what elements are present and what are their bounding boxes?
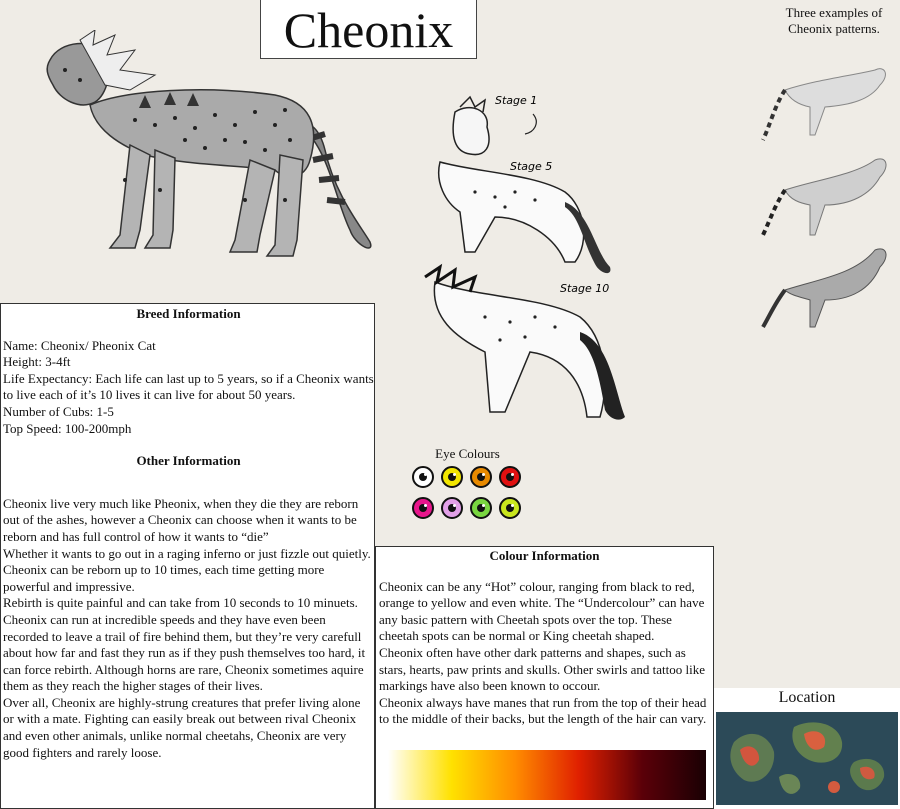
breed-information-panel xyxy=(0,303,375,809)
eye-swatch xyxy=(412,497,434,519)
other-paragraph: Over all, Cheonix are highly-strung creatures that prefer living alone or with a mate. Fighting can easily break out between rival Cheonix and even other animals, unlike normal cheetahs, Cheonix are very good fighters and rarely loose. xyxy=(3,694,361,760)
stage-label-10: Stage 10 xyxy=(560,282,610,295)
eye-swatch xyxy=(470,497,492,519)
breed-line: Name: Cheonix/ Pheonix Cat xyxy=(3,337,156,353)
eye-swatch xyxy=(441,497,463,519)
breed-line: Number of Cubs: 1-5 xyxy=(3,403,114,419)
eye-swatch xyxy=(412,466,434,488)
colour-paragraph: Cheonix always have manes that run from the top of their head to the middle of their backs, but the length of the hair can vary. xyxy=(379,694,707,727)
main-cheonix-illustration xyxy=(35,30,380,265)
stage-label-1: Stage 1 xyxy=(495,94,538,107)
page-title: Cheonix xyxy=(260,0,477,59)
other-paragraph: Whether it wants to go out in a raging inferno or just fizzle out quietly. Cheonix can be reborn up to 10 times, each time getting more powerful and impressive. xyxy=(3,545,371,594)
eye-colours-heading: Eye Colours xyxy=(435,446,500,461)
breed-line: Top Speed: 100-200mph xyxy=(3,420,132,436)
pattern-example-1 xyxy=(763,69,885,140)
other-paragraph: Cheonix live very much like Pheonix, when they die they are reborn out of the ashes, however a Cheonix can choose when it wants to be reborn and has full control of how it wants to “die” xyxy=(3,495,359,544)
colour-paragraph: Cheonix can be any “Hot” colour, ranging from black to red, orange to yellow and even white. The “Undercolour” can have any basic pattern with Cheetah spots over the top. These cheetah spots can be normal or King cheetah shaped. xyxy=(379,578,705,644)
eye-colour-swatches xyxy=(412,466,527,522)
pattern-examples xyxy=(755,45,895,335)
colour-gradient-bar xyxy=(388,750,706,800)
breed-line: Life Expectancy: Each life can last up to 5 years, so if a Cheonix wants to live each of it’s 10 lives it can live for about 50 years. xyxy=(3,370,374,403)
breed-line: Height: 3-4ft xyxy=(3,354,71,370)
stage-sketches xyxy=(415,92,635,432)
examples-caption: Three examples of Cheonix patterns. xyxy=(785,5,883,36)
breed-information-heading: Breed Information xyxy=(136,306,241,321)
location-map xyxy=(714,712,900,809)
eye-swatch xyxy=(441,466,463,488)
colour-information-heading: Colour Information xyxy=(489,548,600,563)
stage-label-5: Stage 5 xyxy=(510,160,553,173)
other-information-heading: Other Information xyxy=(136,453,241,469)
location-heading: Location xyxy=(778,689,836,706)
other-paragraph: Rebirth is quite painful and can take from 10 seconds to 10 minuets. Cheonix can run at incredible speeds and they have even been recorded to leave a trail of fire behind them, but they’re very carefull about how far and fast they run as if they push themselves too hard, it can force rebirth. Although horns are rare, Cheonix sometimes aquire them as they reach the higher stages of their lives. xyxy=(3,595,366,694)
location-panel xyxy=(714,688,900,809)
pattern-example-3 xyxy=(763,249,886,327)
eye-swatch xyxy=(499,497,521,519)
eye-swatch xyxy=(499,466,521,488)
colour-paragraph: Cheonix often have other dark patterns and shapes, such as stars, hearts, paw prints and skulls. Other swirls and tattoo like markings have also been known to occour. xyxy=(379,644,706,694)
eye-swatch xyxy=(470,466,492,488)
pattern-example-2 xyxy=(763,159,886,235)
